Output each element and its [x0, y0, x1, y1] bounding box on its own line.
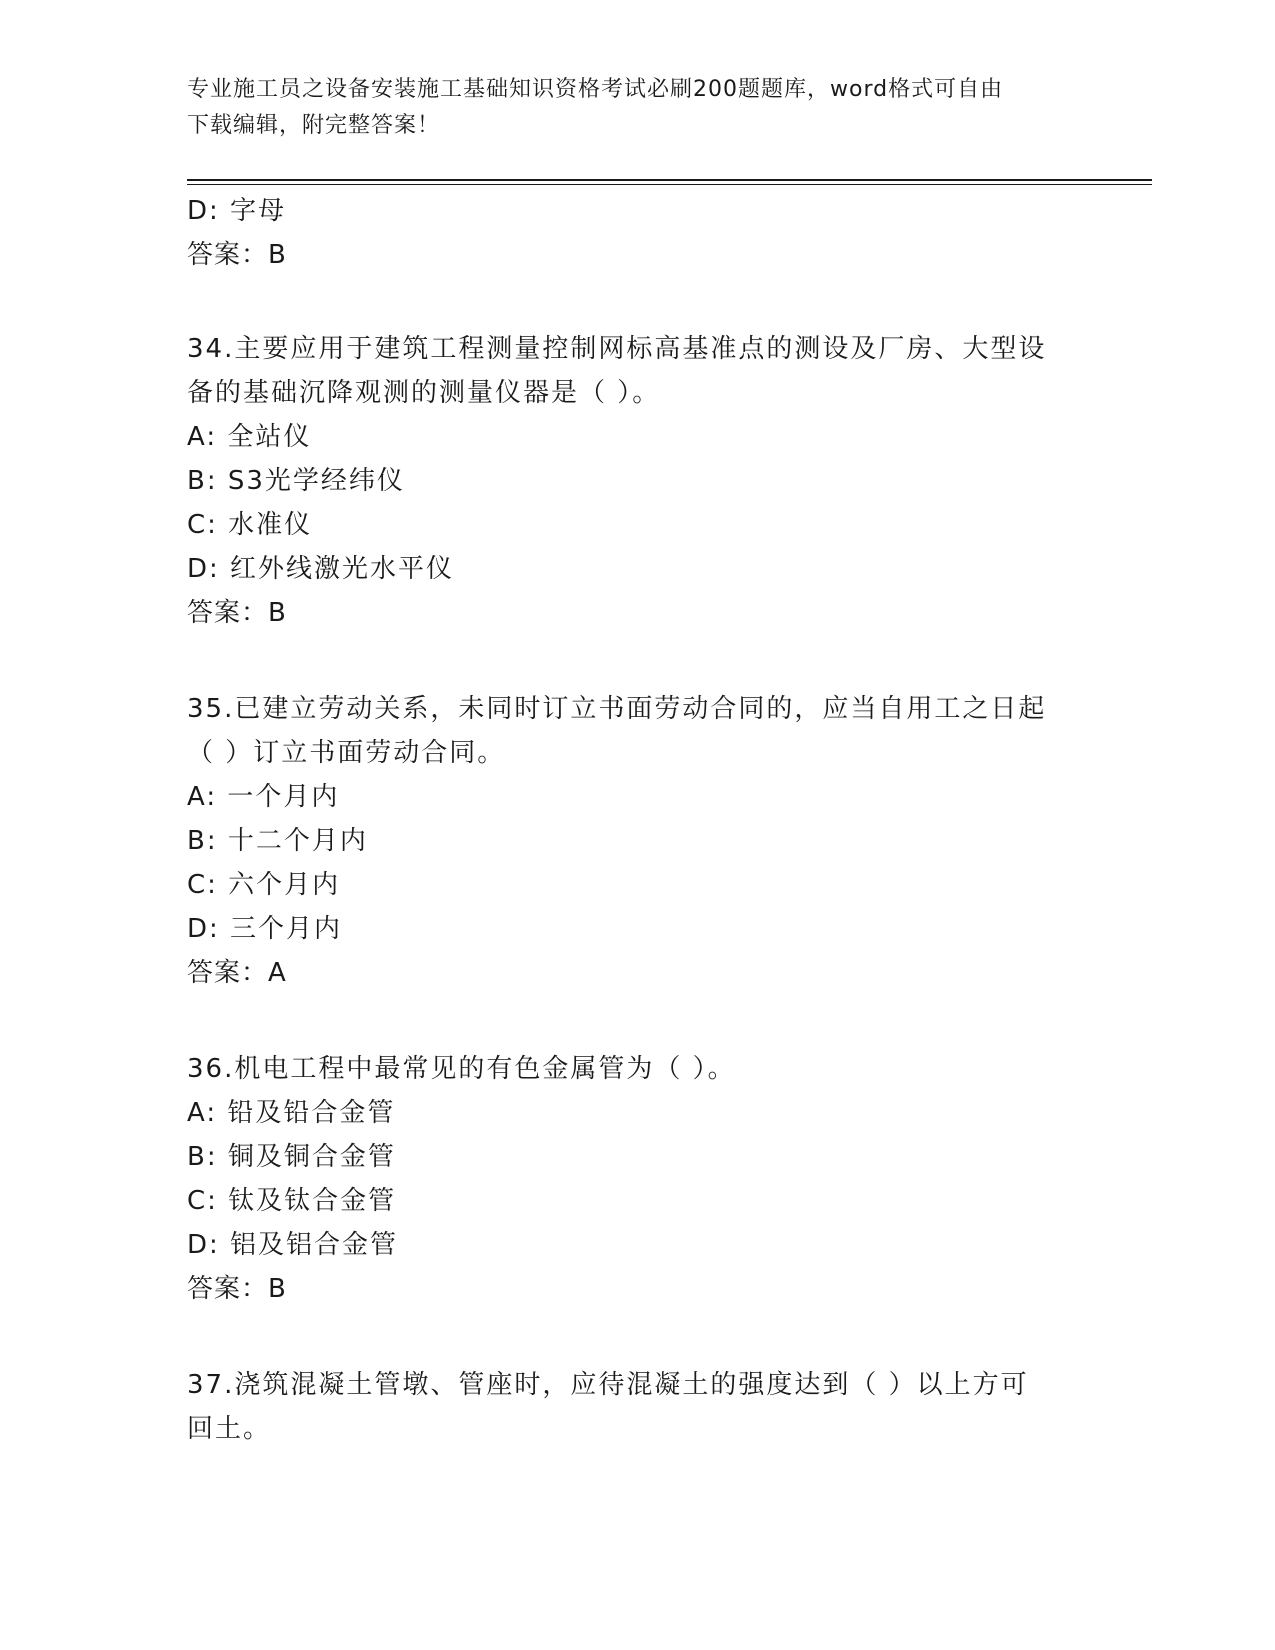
document-header — [187, 72, 1067, 144]
q36-option-c: C: 钛及钛合金管 — [187, 1186, 397, 1216]
q36-option-d: D: 铝及铝合金管 — [187, 1230, 399, 1260]
prev-answer: 答案：B — [187, 240, 287, 270]
q35-stem-line-1: 35.已建立劳动关系，未同时订立书面劳动合同的，应当自用工之日起 — [187, 694, 1047, 724]
q36-option-b: B: 铜及铜合金管 — [187, 1142, 396, 1172]
header-line-1: 专业施工员之设备安装施工基础知识资格考试必刷200题题库，word格式可自由 — [187, 77, 1004, 102]
q36-option-a: A: 铅及铅合金管 — [187, 1098, 396, 1128]
q35-option-a: A: 一个月内 — [187, 782, 340, 812]
q36-answer: 答案：B — [187, 1274, 287, 1304]
q34-option-b: B: S3光学经纬仪 — [187, 466, 405, 496]
header-line-2: 下载编辑，附完整答案！ — [187, 113, 441, 138]
q34-stem-line-2: 备的基础沉降观测的测量仪器是（ ）。 — [187, 378, 661, 408]
header-divider-thin — [187, 184, 1152, 185]
q37-stem-line-1: 37.浇筑混凝土管墩、管座时，应待混凝土的强度达到（ ）以上方可 — [187, 1370, 1029, 1400]
q36-stem-line-1: 36.机电工程中最常见的有色金属管为（ ）。 — [187, 1054, 736, 1084]
q37-stem-line-2: 回土。 — [187, 1414, 272, 1444]
q35-answer: 答案：A — [187, 958, 287, 988]
q35-stem-line-2: （ ）订立书面劳动合同。 — [187, 738, 506, 768]
q34-option-d: D: 红外线激光水平仪 — [187, 554, 455, 584]
q35-option-d: D: 三个月内 — [187, 914, 343, 944]
q35-option-b: B: 十二个月内 — [187, 826, 368, 856]
header-divider-thick — [187, 179, 1152, 181]
q35-option-c: C: 六个月内 — [187, 870, 341, 900]
q34-stem-line-1: 34.主要应用于建筑工程测量控制网标高基准点的测设及厂房、大型设 — [187, 334, 1047, 364]
q34-option-c: C: 水准仪 — [187, 510, 313, 540]
q34-answer: 答案：B — [187, 598, 287, 628]
prev-option-d: D: 字母 — [187, 196, 287, 226]
q34-option-a: A: 全站仪 — [187, 422, 312, 452]
